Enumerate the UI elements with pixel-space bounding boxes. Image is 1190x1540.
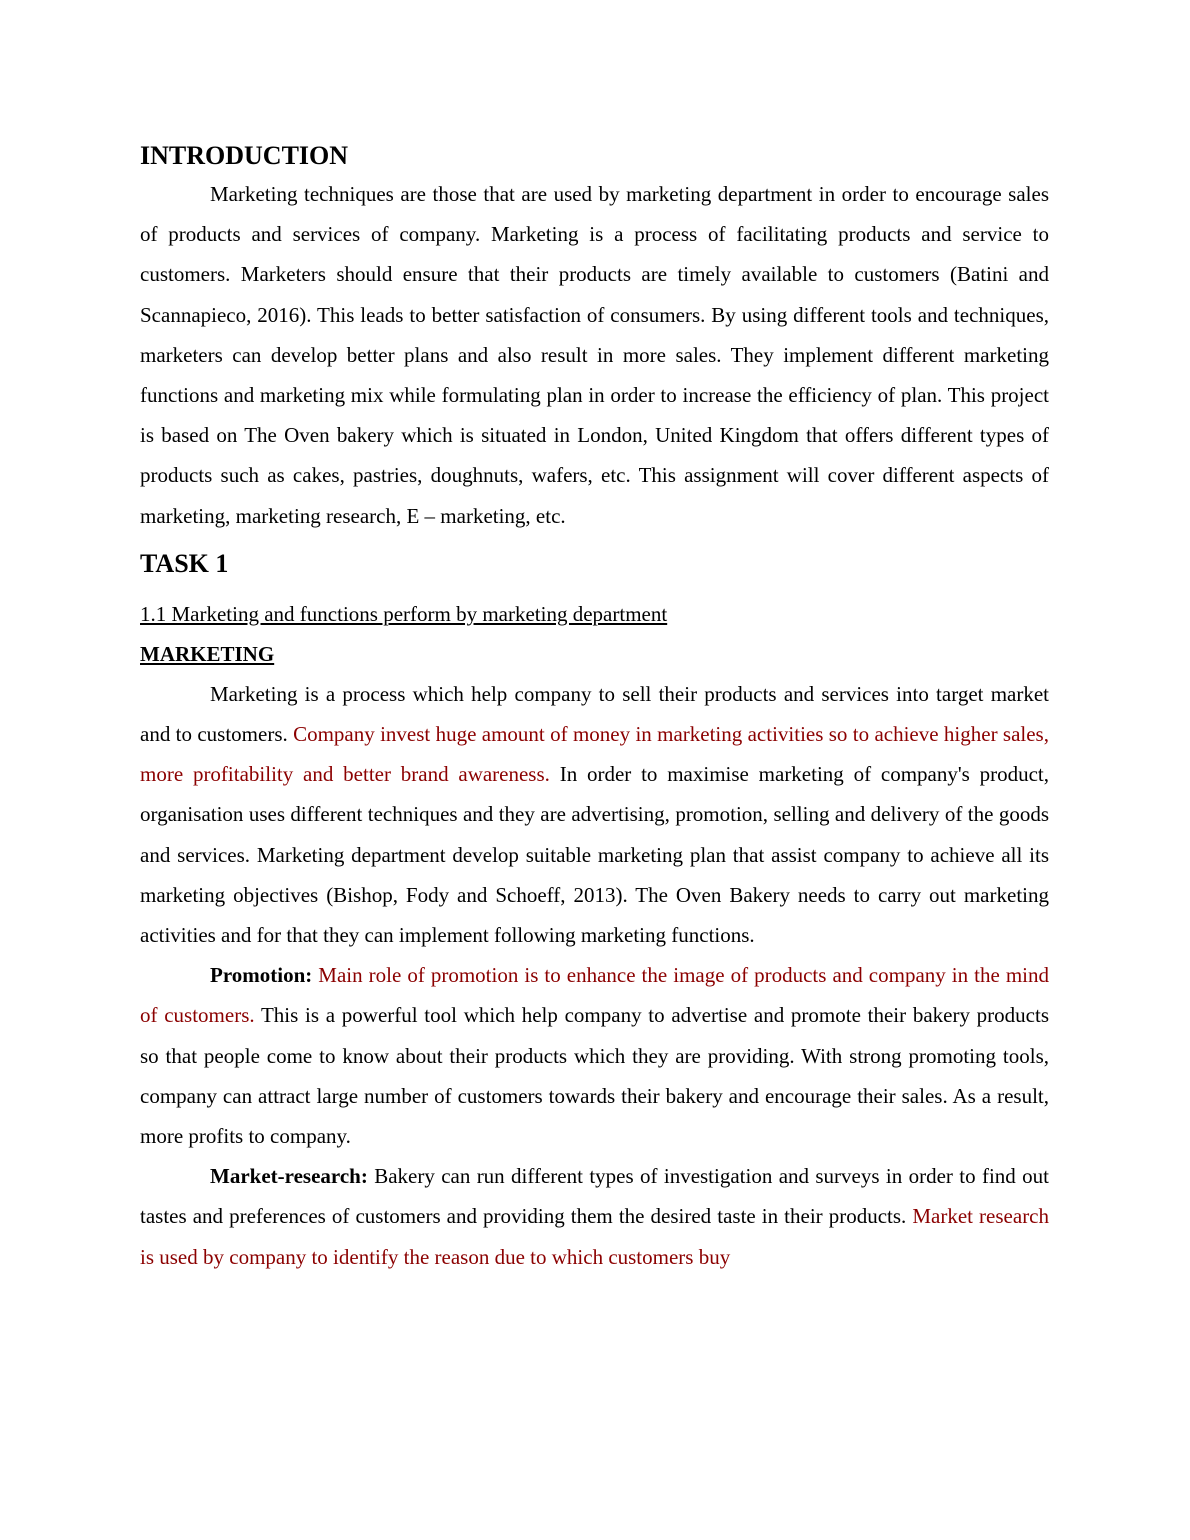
section-1-1-heading: 1.1 Marketing and functions perform by marketing department [140,601,668,626]
task1-heading: TASK 1 [140,548,229,578]
introduction-heading: INTRODUCTION [140,141,349,170]
promotion-label: Promotion: [210,963,313,988]
market-research-label: Market-research: [210,1164,368,1189]
marketing-label: MARKETING [140,641,275,666]
promotion-text: This is a powerful tool which help company to advertise and promote their bakery products so that people come to know about their products which they are providing. With strong promoting tools, company can attract large number of customers towards their bakery and encourage their sales. As a result, more profits to company. [140,1003,1049,1149]
introduction-paragraph: Marketing techniques are those that are used by marketing department in order to encourage sales of products and services of company. Marketing is a process of facilitating products and service to customers. Marketers should ensure that their products are timely available to customers (Batini and Scannapieco, 2016). This leads to better satisfaction of consumers. By using different tools and techniques, marketers can develop better plans and also result in more sales. They implement different marketing functions and marketing mix while formulating plan in order to increase the efficiency of plan. This project is based on The Oven bakery which is situated in London, United Kingdom that offers different types of products such as cakes, pastries, doughnuts, wafers, etc. This assignment will cover different aspects of marketing, marketing research, E – marketing, etc. [140,182,1049,528]
marketing-paragraph-text-2: In order to maximise marketing of company's product, organisation uses different techniques and they are advertising, promotion, selling and delivery of the goods and services. Marketing department develop suitable marketing plan that assist company to achieve all its marketing objectives (Bishop, Fody and Schoeff, 2013). The Oven Bakery needs to carry out marketing activities and for that they can implement following marketing functions. [140,762,1050,948]
document-page [140,138,1049,1277]
promotion-paragraph [140,955,1049,1156]
market-research-highlight: Market research is used by company to identify the reason due to which customers buy [140,1204,1050,1269]
promotion-highlight: Main role of promotion is to enhance the image of products and company in the mind of customers. [140,963,1049,1028]
marketing-paragraph-text-1: Marketing is a process which help company to sell their products and services into target market and to customers. [140,681,1049,747]
market-research-text: Bakery can run different types of investigation and surveys in order to find out tastes and preferences of customers and providing them the desired taste in their products. [140,1164,1049,1229]
marketing-paragraph [140,674,1049,955]
marketing-paragraph-highlight: Company invest huge amount of money in marketing activities so to achieve higher sales, more profitability and better brand awareness. [140,722,1049,787]
market-research-paragraph [140,1156,1049,1277]
